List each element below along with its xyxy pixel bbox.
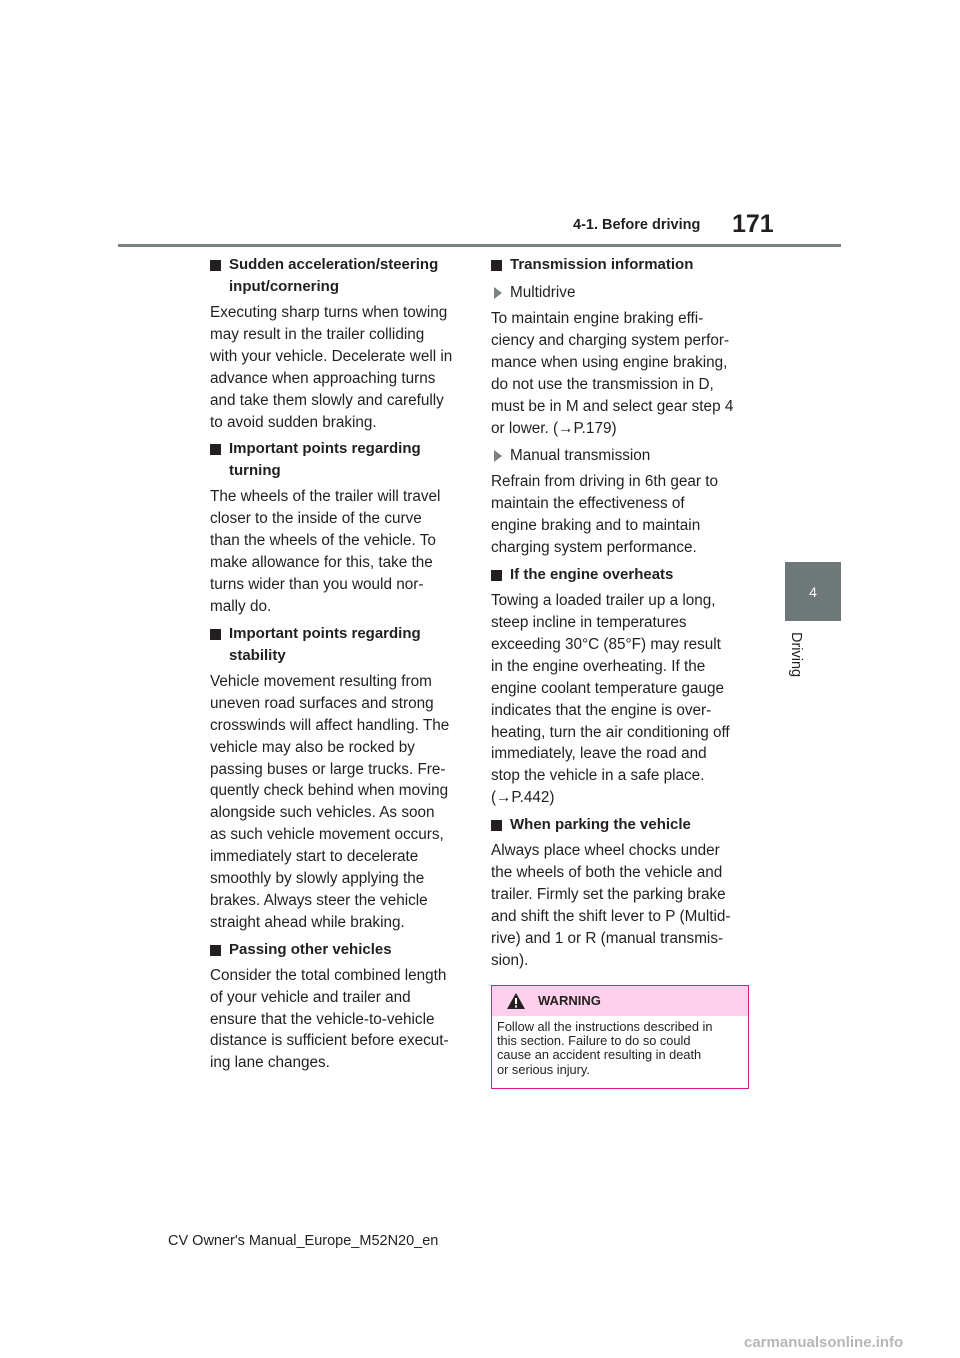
section-body: Towing a loaded trailer up a long, steep incline in temperatures exceeding 30°C (85°F) may result in the engine overheating. If the engine coolant temperature gauge indicates that the engine is over- heating, turn the air conditioning off immediately, leave the road and stop the vehicle in a safe place. (→P.442) — [491, 590, 747, 809]
section-heading: If the engine overheats — [491, 564, 747, 586]
right-column — [491, 250, 747, 977]
warning-title: WARNING — [538, 993, 601, 1008]
page-number: 171 — [732, 210, 774, 238]
section-heading: Important points regarding turning — [210, 438, 466, 482]
left-column — [210, 250, 466, 1079]
triangle-bullet-icon — [494, 450, 502, 462]
warning-body: Follow all the instructions described in this section. Failure to do so could cause an accident resulting in death or serious injury. — [492, 1016, 748, 1088]
section-heading: Transmission information — [491, 254, 747, 276]
square-bullet-icon — [210, 629, 221, 640]
page-reference-link[interactable]: or lower. (→P.179) — [491, 419, 617, 437]
warning-box — [491, 985, 749, 1089]
footer-text: CV Owner's Manual_Europe_M52N20_en — [168, 1233, 439, 1249]
sub-item-manual: Manual transmission — [491, 445, 747, 467]
chapter-label — [786, 632, 806, 692]
section-heading: When parking the vehicle — [491, 814, 747, 836]
section-body: The wheels of the trailer will travel closer to the inside of the curve than the wheels of the vehicle. To make allowance for this, take the turns wider than you would nor- mally do. — [210, 488, 441, 615]
section-body: Always place wheel chocks under the wheels of both the vehicle and trailer. Firmly set the parking brake and shift the shift lever to P (Multid- rive) and 1 or R (manual transmis- sion). — [491, 842, 731, 969]
section-body: Executing sharp turns when towing may result in the trailer colliding with your vehicle. Decelerate well in advance when approaching turns and take them slowly and carefully to avoid sudden braking. — [210, 304, 453, 431]
page-reference-link[interactable]: (→P.442) — [491, 789, 555, 807]
square-bullet-icon — [210, 260, 221, 271]
header-rule — [118, 244, 841, 247]
section-heading: Passing other vehicles — [210, 939, 466, 961]
sub-item-multidrive: Multidrive — [491, 282, 747, 304]
square-bullet-icon — [491, 260, 502, 271]
section-header: 4-1. Before driving — [573, 217, 701, 233]
chapter-number: 4 — [809, 583, 817, 600]
square-bullet-icon — [210, 444, 221, 455]
section-body: Consider the total combined length of your vehicle and trailer and ensure that the vehicle-to-vehicle distance is sufficient before execut- ing lane changes. — [210, 966, 449, 1072]
warning-header — [492, 986, 748, 1016]
square-bullet-icon — [491, 820, 502, 831]
square-bullet-icon — [491, 570, 502, 581]
section-body: Refrain from driving in 6th gear to maintain the effectiveness of engine braking and to maintain charging system performance. — [491, 473, 719, 557]
triangle-bullet-icon — [494, 287, 502, 299]
section-heading: Important points regarding stability — [210, 623, 466, 667]
chapter-label-text: Driving — [788, 632, 804, 678]
section-body: Vehicle movement resulting from uneven road surfaces and strong crosswinds will affect handling. The vehicle may also be rocked by passing buses or large trucks. Fre- quently check behind when moving alongside such vehicles. As soon as such vehicle movement occurs, immediately start to decelerate smoothly by slowly applying the brakes. Always steer the vehicle straight ahead while braking. — [210, 672, 450, 931]
square-bullet-icon — [210, 945, 221, 956]
watermark: carmanualsonline.info — [744, 1334, 904, 1351]
section-heading: Sudden acceleration/steering input/cornering — [210, 254, 466, 298]
chapter-tab[interactable] — [785, 562, 841, 621]
section-body: To maintain engine braking effi- ciency and charging system perfor- mance when using engine braking, do not use the transmission in D, must be in M and select gear step 4 or lower. (→P.179) — [491, 308, 747, 439]
warning-triangle-icon — [506, 992, 526, 1010]
